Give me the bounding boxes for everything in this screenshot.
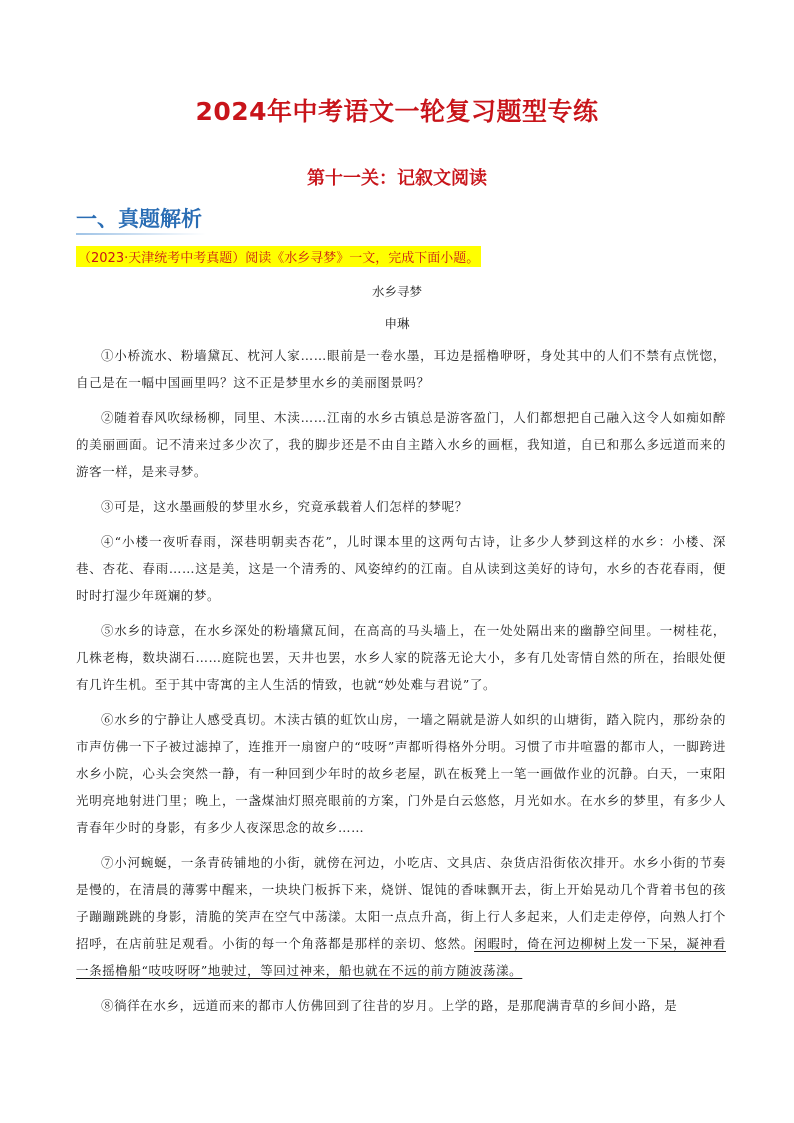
paragraph-4: ④“小楼一夜听春雨，深巷明朝卖杏花”，儿时课本里的这两句古诗，让多少人梦到这样的水乡：小楼、深巷、杏花、春雨……这是美，这是一个清秀的、风姿绰约的江南。自从读到这美好的诗句，水乡的杏花春雨，便时时打湿少年斑斓的梦。 [76,534,726,603]
paragraph-8: ⑧徜徉在水乡，远道而来的都市人仿佛回到了往昔的岁月。上学的路，是那爬满青草的乡间小路，是 [101,998,678,1013]
paragraph-5: ⑤水乡的诗意，在水乡深处的粉墙黛瓦间，在高高的马头墙上，在一处处隔出来的幽静空间里。一树桂花，几株老梅，数块湖石……庭院也罢，天井也罢，水乡人家的院落无论大小，多有几处寄情自然的所在，抬眼处便有几许生机。至于其中寄寓的主人生活的情致，也就“妙处难与君说”了。 [76,623,726,692]
document-title: 2024年中考语文一轮复习题型专练 [195,97,599,126]
article-body [76,342,726,1027]
paragraph-3: ③可是，这水墨画般的梦里水乡，究竟承载着人们怎样的梦呢？ [101,499,468,514]
underlined-sentence: 闲暇时，倚在河边柳树上发一下呆，凝神看一条摇橹船“吱吱呀呀”地驶过，等回过神来，船也就在不远的前方随波荡漾。 [76,936,726,978]
paragraph-6: ⑥水乡的宁静让人感受真切。木渎古镇的虹饮山房，一墙之隔就是游人如织的山塘街，踏入院内，那纷杂的市声仿佛一下子被过滤掉了，连推开一扇窗户的“吱呀”声都听得格外分明。习惯了市井喧嚣的都市人，一脚跨进水乡小院，心头会突然一静，有一种回到少年时的故乡老屋，趴在板凳上一笔一画做作业的沉静。白天，一束阳光明亮地射进门里；晚上，一盏煤油灯照亮眼前的方案，门外是白云悠悠，月光如水。在水乡的梦里，有多少人青春年少时的身影，有多少人夜深思念的故乡…… [76,712,726,835]
paragraph-1: ①小桥流水、粉墙黛瓦、枕河人家……眼前是一卷水墨，耳边是摇橹咿呀，身处其中的人们不禁有点恍惚，自己是在一幅中国画里吗？这不正是梦里水乡的美丽图景吗？ [76,348,726,390]
document-subtitle: 第十一关：记叙文阅读 [307,168,487,189]
question-source-highlight: （2023·天津统考中考真题）阅读《水乡寻梦》一文，完成下面小题。 [76,246,481,267]
article-title: 水乡寻梦 [371,284,422,299]
article-author: 申琳 [384,316,410,331]
paragraph-2: ②随着春风吹绿杨柳，同里、木渎……江南的水乡古镇总是游客盈门，人们都想把自己融入这令人如痴如醉的美丽画面。记不清来过多少次了，我的脚步还是不由自主踏入水乡的画框，我知道，自已和那么多远道而来的游客一样，是来寻梦。 [76,410,726,479]
paragraph-7: ⑦小河蜿蜒，一条青砖铺地的小街，就傍在河边，小吃店、文具店、杂货店沿街依次排开。水乡小街的节奏是慢的，在清晨的薄雾中醒来，一块块门板拆下来，烧饼、馄饨的香味飘开去，街上开始晃动几个背着书包的孩子蹦蹦跳跳的身影，清脆的笑声在空气中荡漾。太阳一点点升高，街上行人多起来，人们走走停停，向熟人打个招呼，在店前驻足观看。小街的每一个角落都是那样的亲切、悠然。闲暇时，倚在河边柳树上发一下呆，凝神看一条摇橹船“吱吱呀呀”地驶过，等回过神来，船也就在不远的前方随波荡漾。 [76,855,726,978]
section-heading: 一、真题解析 [76,203,202,233]
